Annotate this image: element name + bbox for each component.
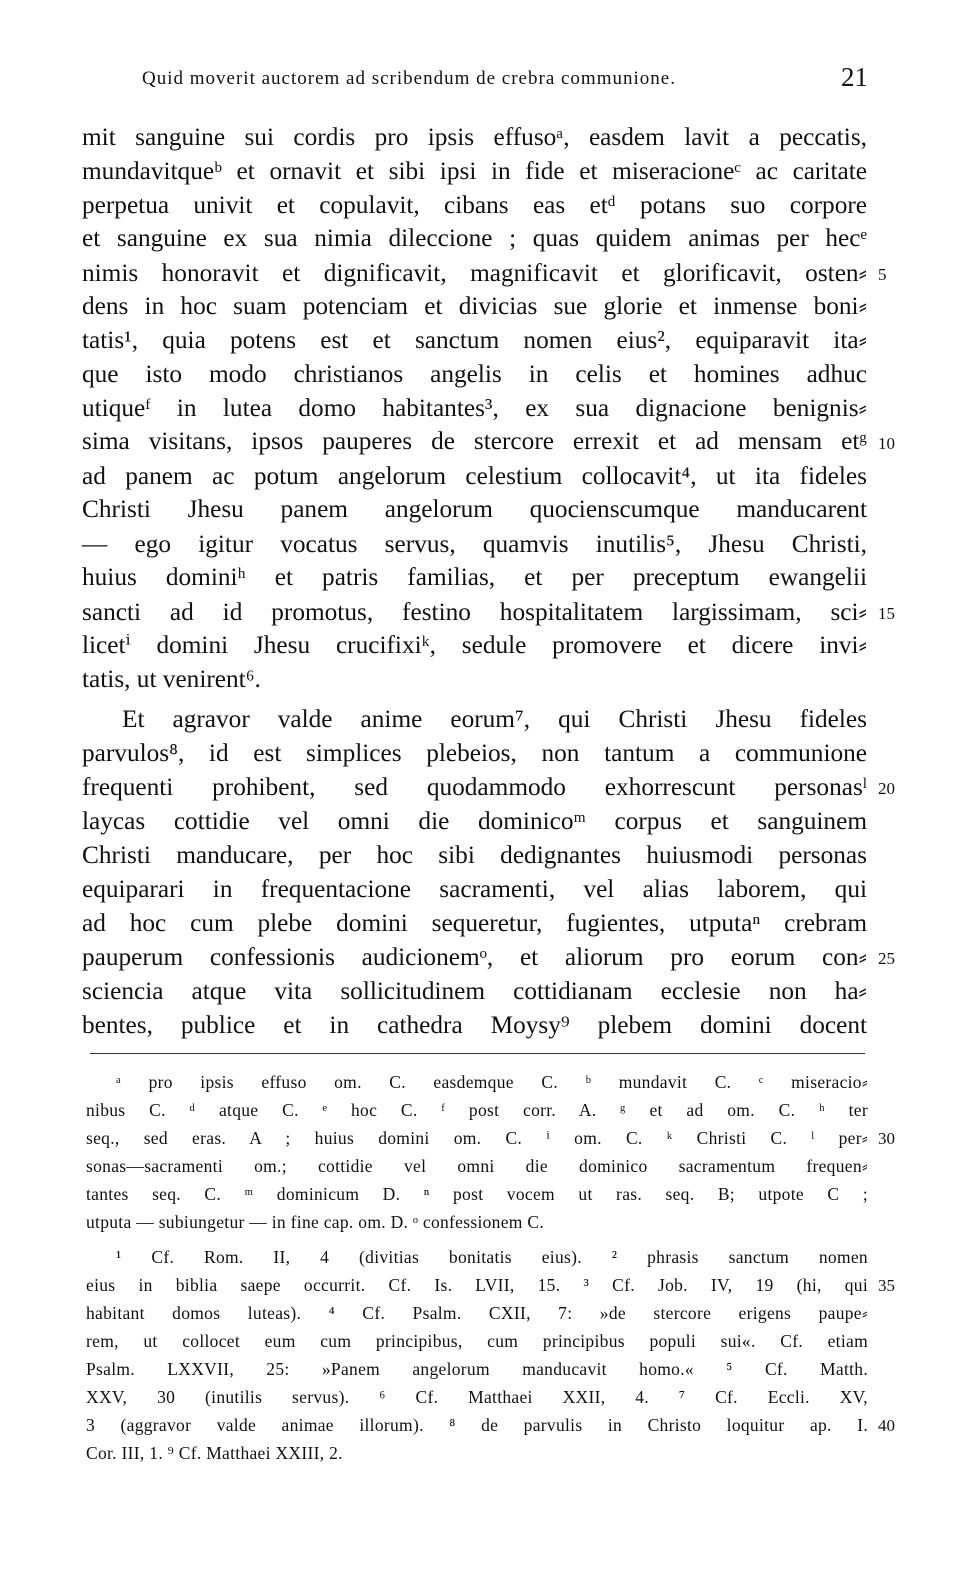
line-number: 30 [878, 1129, 895, 1148]
page-number: 21 [841, 62, 868, 92]
text-line: Christi Jhesu panem angelorum quocienscumque manducarent [82, 495, 867, 523]
text-line: tatis, ut venirent⁶. [82, 665, 261, 693]
text-line: mundavitqueᵇ et ornavit et sibi ipsi in fide et miseracioneᶜ ac caritate [82, 157, 867, 185]
source-note-line: habitant domos luteas). ⁴ Cf. Psalm. CXII, 7: »de stercore erigens paupe⸗ [86, 1303, 868, 1323]
footnote-separator [90, 1053, 865, 1054]
apparatus-line: ᵃ pro ipsis effuso om. C. easdemque C. ᵇ mundavit C. ᶜ miseracio⸗ [116, 1072, 868, 1092]
line-number: 15 [878, 604, 895, 623]
line-number: 20 [878, 779, 895, 798]
text-line: sima visitans, ipsos pauperes de stercore errexit et ad mensam etᵍ [82, 427, 867, 455]
apparatus-line: utputa — subiungetur — in fine cap. om. D. ᵒ confessionem C. [86, 1212, 545, 1232]
text-line: nimis honoravit et dignificavit, magnificavit et glorificavit, osten⸗ [82, 259, 867, 287]
text-line: utiqueᶠ in lutea domo habitantes³, ex sua dignacione benignis⸗ [82, 394, 867, 422]
text-line: sancti ad id promotus, festino hospitalitatem largissimam, sci⸗ [82, 598, 867, 626]
text-line: pauperum confessionis audicionemᵒ, et aliorum pro eorum con⸗ [82, 943, 867, 971]
text-line: huius dominiʰ et patris familias, et per preceptum ewangelii [82, 563, 867, 591]
text-line: perpetua univit et copulavit, cibans eas etᵈ potans suo corpore [82, 191, 867, 219]
apparatus-line: tantes seq. C. ᵐ dominicum D. ⁿ post vocem ut ras. seq. B; utpote C ; [86, 1184, 868, 1204]
source-note-line: Psalm. LXXVII, 25: »Panem angelorum manducavit homo.« ⁵ Cf. Matth. [86, 1359, 868, 1379]
source-note-line: 3 (aggravor valde animae illorum). ⁸ de parvulis in Christo loquitur ap. I. [86, 1415, 868, 1435]
text-line: Christi manducare, per hoc sibi dedignantes huiusmodi personas [82, 841, 867, 869]
source-note-line: rem, ut collocet eum cum principibus, cum principibus populi sui«. Cf. etiam [86, 1331, 868, 1351]
source-note-line: ¹ Cf. Rom. II, 4 (divitias bonitatis eius). ² phrasis sanctum nomen [116, 1247, 868, 1267]
text-line: equiparari in frequentacione sacramenti, vel alias laborem, qui [82, 875, 867, 903]
running-title: Quid moverit auctorem ad scribendum de crebra communione. [142, 68, 676, 89]
text-line: — ego igitur vocatus servus, quamvis inutilis⁵, Jhesu Christi, [82, 530, 867, 558]
text-line: parvulos⁸, id est simplices plebeios, non tantum a communione [82, 739, 867, 767]
line-number: 5 [878, 265, 887, 284]
text-line: dens in hoc suam potenciam et divicias sue glorie et inmense boni⸗ [82, 292, 867, 320]
text-line: bentes, publice et in cathedra Moysy⁹ plebem domini docent [82, 1011, 867, 1039]
text-line: et sanguine ex sua nimia dileccione ; quas quidem animas per hecᵉ [82, 224, 867, 252]
text-line: ad hoc cum plebe domini sequeretur, fugientes, utputaⁿ crebram [82, 909, 867, 937]
line-number: 10 [878, 434, 895, 453]
text-line: que isto modo christianos angelis in celis et homines adhuc [82, 360, 867, 388]
apparatus-line: sonas—sacramenti om.; cottidie vel omni die dominico sacramentum frequen⸗ [86, 1156, 868, 1176]
text-line: tatis¹, quia potens est et sanctum nomen eius², equiparavit ita⸗ [82, 326, 867, 354]
text-line: ad panem ac potum angelorum celestium collocavit⁴, ut ita fideles [82, 462, 867, 490]
page-header [120, 62, 870, 98]
text-line: sciencia atque vita sollicitudinem cottidianam ecclesie non ha⸗ [82, 977, 867, 1005]
text-line: Et agravor valde anime eorum⁷, qui Christi Jhesu fideles [122, 705, 867, 733]
text-line: laycas cottidie vel omni die dominicoᵐ corpus et sanguinem [82, 807, 867, 835]
line-number: 40 [878, 1416, 895, 1435]
text-line: licetⁱ domini Jhesu crucifixiᵏ, sedule promovere et dicere invi⸗ [82, 631, 867, 659]
line-number: 25 [878, 949, 895, 968]
source-note-line: eius in biblia saepe occurrit. Cf. Is. LVII, 15. ³ Cf. Job. IV, 19 (hi, qui [86, 1275, 868, 1295]
apparatus-line: seq., sed eras. A ; huius domini om. C. ⁱ om. C. ᵏ Christi C. ˡ per⸗ [86, 1128, 868, 1148]
apparatus-line: nibus C. ᵈ atque C. ᵉ hoc C. ᶠ post corr. A. ᵍ et ad om. C. ʰ ter [86, 1100, 868, 1120]
source-note-line: Cor. III, 1. ⁹ Cf. Matthaei XXIII, 2. [86, 1443, 343, 1463]
source-note-line: XXV, 30 (inutilis servus). ⁶ Cf. Matthaei XXII, 4. ⁷ Cf. Eccli. XV, [86, 1387, 868, 1407]
text-line: mit sanguine sui cordis pro ipsis effusoᵃ, easdem lavit a peccatis, [82, 123, 867, 151]
line-number: 35 [878, 1276, 895, 1295]
text-line: frequenti prohibent, sed quodammodo exhorrescunt personasˡ [82, 773, 867, 801]
